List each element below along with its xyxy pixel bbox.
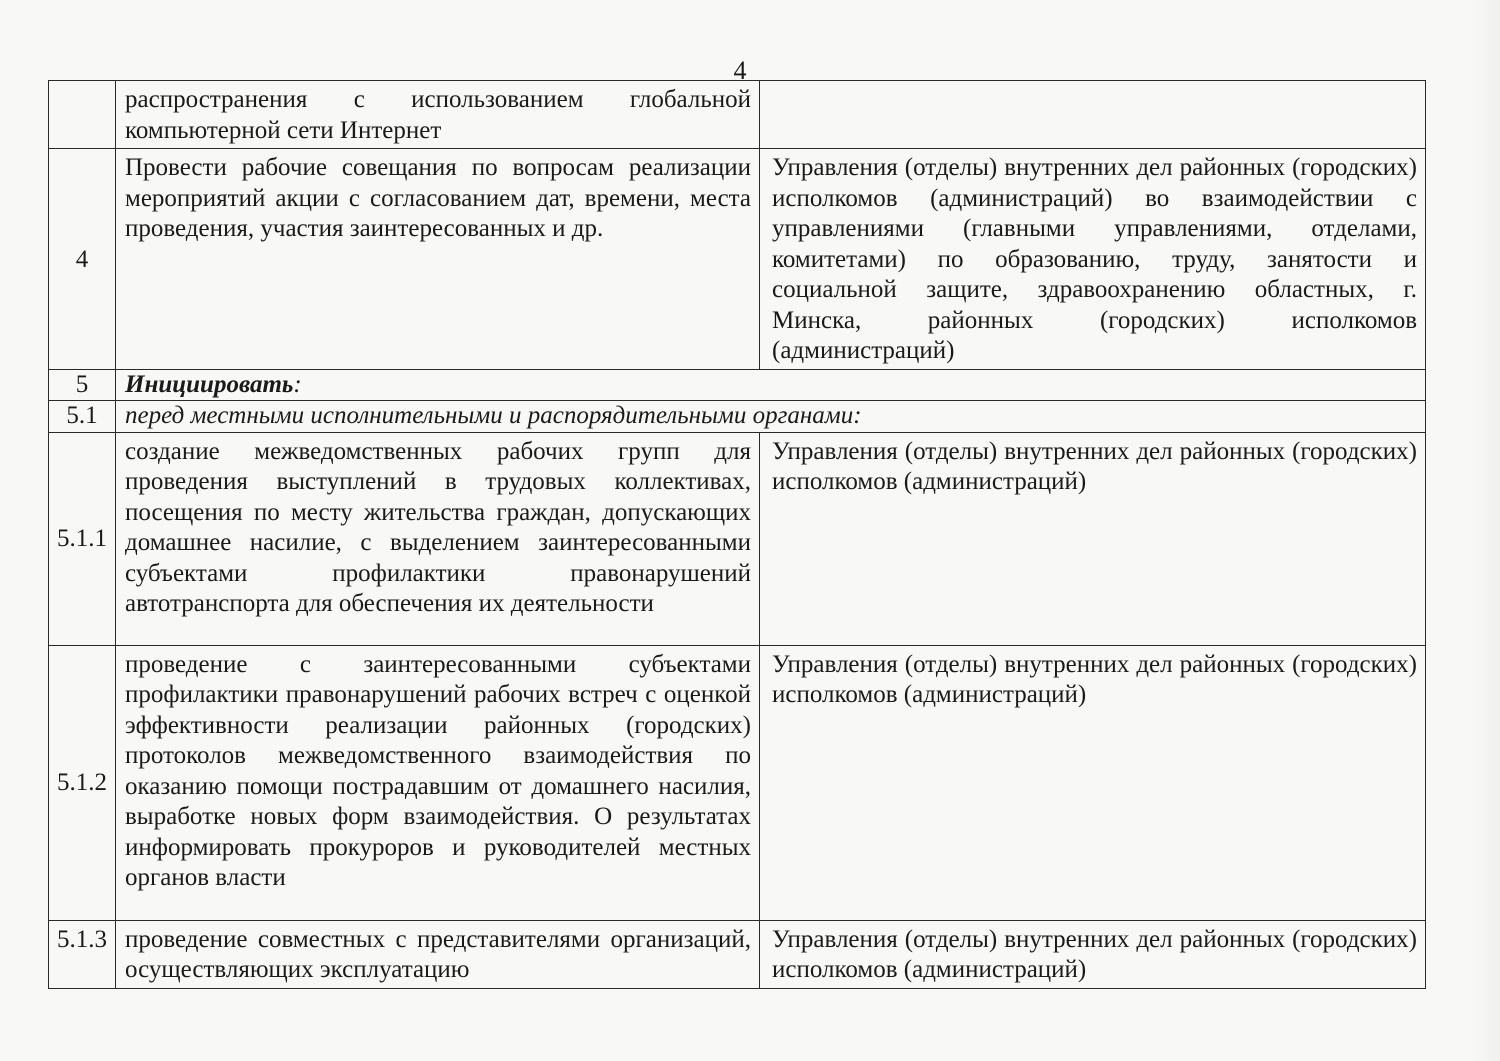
executor-text: Управления (отделы) внутренних дел районных (городских) исполкомов (администраций) <box>760 432 1426 645</box>
measure-text: Провести рабочие совещания по вопросам реализации мероприятий акции с согласованием дат, времени, места проведения, участия заинтересованных и др. <box>116 149 760 370</box>
measure-text: создание межведомственных рабочих групп для проведения выступлений в трудовых коллективах, посещения по месту жительства граждан, допускающих домашнее насилие, с выделением заинтересованными субъектами профилактики правонарушений автотранспорта для обеспечения их деятельности <box>116 432 760 645</box>
table-row <box>49 81 1426 149</box>
table-row <box>49 369 1426 401</box>
section-heading <box>116 369 1426 401</box>
table-row <box>49 401 1426 433</box>
measure-text: распространения с использованием глобальной компьютерной сети Интернет <box>116 81 760 149</box>
row-number: 4 <box>49 149 116 370</box>
table-row <box>49 149 1426 370</box>
table-row <box>49 645 1426 920</box>
measure-text: проведение совместных с представителями организаций, осуществляющих эксплуатацию <box>116 920 760 988</box>
row-number: 5.1.3 <box>49 920 116 988</box>
subsection-heading: перед местными исполнительными и распорядительными органами: <box>116 401 1426 433</box>
table-row <box>49 920 1426 988</box>
table-row <box>49 432 1426 645</box>
scan-edge-shadow <box>1470 0 1500 1061</box>
measures-table <box>48 80 1426 989</box>
row-number: 5.1 <box>49 401 116 433</box>
executor-text: Управления (отделы) внутренних дел районных (городских) исполкомов (администраций) <box>760 920 1426 988</box>
page-number: 4 <box>733 56 747 85</box>
row-number <box>49 81 116 149</box>
row-number: 5 <box>49 369 116 401</box>
row-number: 5.1.1 <box>49 432 116 645</box>
section-heading-colon: : <box>293 370 302 398</box>
executor-text <box>760 81 1426 149</box>
row-number: 5.1.2 <box>49 645 116 920</box>
executor-text: Управления (отделы) внутренних дел районных (городских) исполкомов (администраций) <box>760 645 1426 920</box>
measure-text: проведение с заинтересованными субъектами профилактики правонарушений рабочих встреч с оценкой эффективности реализации районных (городских) протоколов межведомственного взаимодействия по оказанию помощи пострадавшим от домашнего насилия, выработке новых форм взаимодействия. О результатах информировать прокуроров и руководителей местных органов власти <box>116 645 760 920</box>
executor-text: Управления (отделы) внутренних дел районных (городских) исполкомов (администраций) во взаимодействии с управлениями (главными управлениями, отделами, комитетами) по образованию, труду, занятости и социальной защите, здравоохранению областных, г. Минска, районных (городских) исполкомов (администраций) <box>760 149 1426 370</box>
section-heading-text: Инициировать <box>125 370 294 398</box>
